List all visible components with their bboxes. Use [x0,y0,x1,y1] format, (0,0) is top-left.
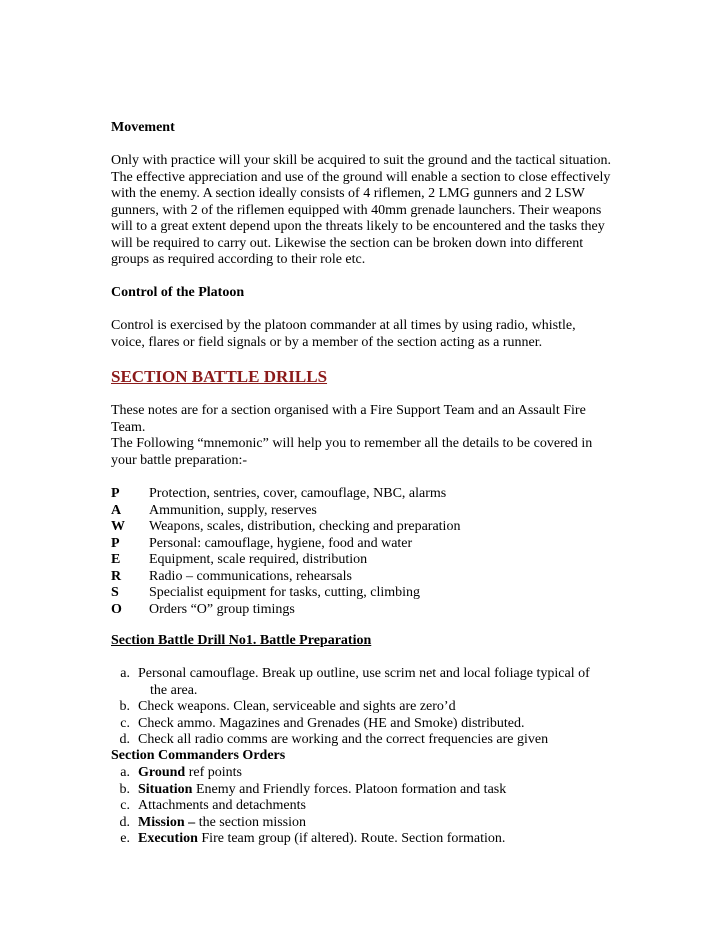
list-item-keyword: Mission – [138,814,196,830]
list-item-text: Check weapons. Clean, serviceable and sights are zero’d [138,699,456,714]
list-item-label: c. [120,798,130,813]
mnemonic-text: Orders “O” group timings [149,601,295,617]
list-item-label: d. [119,732,130,747]
mnemonic-letter: W [111,519,125,534]
mnemonic-row [111,519,631,536]
battle-drills-heading: SECTION BATTLE DRILLS [111,367,328,386]
paragraph-line: groups as required according to their role etc. [111,252,366,267]
mnemonic-letter: P [111,486,120,501]
list-item [108,815,628,832]
mnemonic-row [111,569,631,586]
list-item [108,666,628,683]
paragraph-line: will be required to carry out. Likewise the section can be broken down into different [111,235,584,251]
mnemonic-letter: A [111,502,122,518]
paragraph-line: will to a great extent depend upon the threats likely to be encountered and the tasks they [111,219,605,234]
movement-heading: Movement [111,120,175,135]
list-item-text: Enemy and Friendly forces. Platoon formation and task [192,781,507,797]
drill-no1-list [108,666,628,749]
battle-drills-paragraph [111,403,631,469]
list-item-keyword: Execution [138,831,198,846]
mnemonic-row [111,602,631,619]
list-item-label: d. [119,814,130,830]
list-item-text: Attachments and detachments [138,798,306,813]
list-item-label: e. [120,831,130,846]
orders-list [108,765,628,848]
mnemonic-text: Specialist equipment for tasks, cutting, climbing [149,585,421,600]
mnemonic-row [111,536,631,553]
list-item [108,798,628,815]
list-item-label: a. [120,666,130,681]
paragraph-line: with the enemy. A section ideally consists of 4 riflemen, 2 LMG gunners and 2 LSW [111,186,585,201]
orders-section [111,748,631,765]
list-item-label: b. [119,781,130,797]
list-item [108,765,628,782]
list-item-label: a. [120,765,130,780]
list-item-keyword: Situation [138,781,193,797]
list-item-text: the section mission [195,814,307,830]
list-item-keyword: Ground [138,765,186,780]
list-item-label: b. [119,699,130,714]
movement-paragraph [111,153,631,269]
paragraph-line: Only with practice will your skill be acquired to suit the ground and the tactical situation. [111,153,611,168]
drill-no1-heading: Section Battle Drill No1. Battle Preparation [111,633,372,648]
mnemonic-row [111,486,631,503]
orders-heading: Section Commanders Orders [111,748,286,763]
paragraph-line: gunners, with 2 of the riflemen equipped with 40mm grenade launchers. Their weapons [111,202,602,218]
list-item-continuation: the area. [150,682,198,698]
paragraph-line: These notes are for a section organised with a Fire Support Team and an Assault Fire [111,403,586,418]
list-item-text: Personal camouflage. Break up outline, use scrim net and local foliage typical of [138,666,590,681]
list-item [108,716,628,733]
movement-section [111,120,631,137]
paragraph-line: your battle preparation:- [111,452,248,468]
list-item-text: Check all radio comms are working and the correct frequencies are given [138,732,549,747]
mnemonic-letter: P [111,535,120,551]
mnemonic-row [111,503,631,520]
list-item [108,782,628,799]
mnemonic-letter: E [111,552,121,567]
mnemonic-letter: O [111,601,122,617]
list-item [108,831,628,848]
paragraph-line: Team. [111,419,146,435]
mnemonic-text: Equipment, scale required, distribution [149,552,368,567]
mnemonic-text: Protection, sentries, cover, camouflage, NBC, alarms [149,486,447,501]
mnemonic-letter: R [111,568,122,584]
list-item [108,732,628,749]
list-item [108,699,628,716]
paragraph-line: voice, flares or field signals or by a member of the section acting as a runner. [111,334,543,350]
control-heading: Control of the Platoon [111,285,245,300]
mnemonic-text: Ammunition, supply, reserves [149,502,317,518]
list-item-label: c. [120,715,130,731]
mnemonic-text: Radio – communications, rehearsals [149,568,352,584]
drill-no1-section [111,633,631,650]
paragraph-line: The Following “mnemonic” will help you to remember all the details to be covered in [111,436,593,451]
list-item-text: Check ammo. Magazines and Grenades (HE and Smoke) distributed. [138,715,525,731]
control-section [111,285,631,302]
mnemonic-row [111,552,631,569]
control-paragraph [111,318,631,351]
mnemonic-letter: S [111,585,119,600]
mnemonic-row [111,585,631,602]
mnemonic-text: Personal: camouflage, hygiene, food and water [149,535,413,551]
list-item-text: ref points [185,765,242,780]
mnemonic-list [111,486,631,618]
mnemonic-text: Weapons, scales, distribution, checking and preparation [149,519,461,534]
paragraph-line: The effective appreciation and use of the ground will enable a section to close effectively [111,169,611,185]
battle-drills-section [111,367,631,387]
list-item-text: Fire team group (if altered). Route. Section formation. [197,831,506,846]
paragraph-line: Control is exercised by the platoon commander at all times by using radio, whistle, [111,318,576,333]
